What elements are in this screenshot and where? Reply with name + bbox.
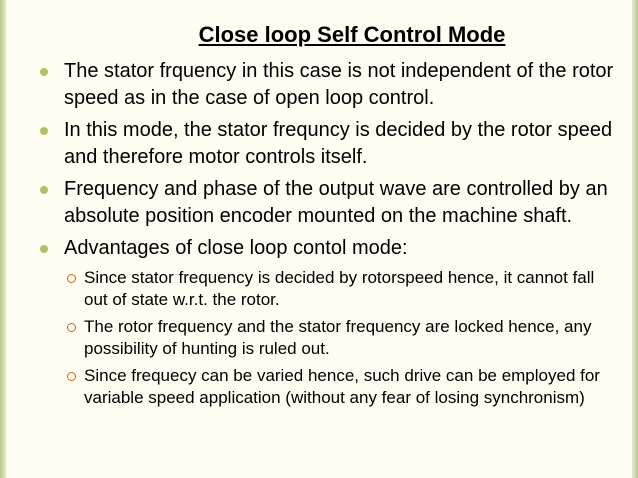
hollow-circle-bullet-icon (67, 274, 76, 283)
sub-bullet-text: The rotor frequency and the stator frequency are locked hence, any possibility of hunting is ruled out. (84, 317, 592, 358)
bullet-item (38, 58, 618, 112)
slide-border-right (632, 0, 638, 478)
bullet-text: The stator frquency in this case is not independent of the rotor speed as in the case of open loop control. (64, 60, 614, 109)
hollow-circle-bullet-icon (67, 323, 76, 332)
bullet-item (38, 176, 618, 230)
sub-bullet-text: Since stator frequency is decided by rotorspeed hence, it cannot fall out of state w.r.t. the rotor. (84, 268, 595, 309)
bullet-dot-icon (40, 245, 48, 253)
bullet-item (38, 235, 618, 262)
bullet-text: Advantages of close loop contol mode: (64, 237, 408, 259)
sub-bullet-text: Since frequecy can be varied hence, such drive can be employed for variable speed application (without any fear of losing synchronism) (84, 366, 600, 407)
sub-bullet-item (38, 267, 618, 311)
bullet-item (38, 117, 618, 171)
bullet-text: In this mode, the stator frequncy is decided by the rotor speed and therefore motor controls itself. (64, 119, 613, 168)
bullet-dot-icon (40, 127, 48, 135)
slide-border-left (0, 0, 6, 478)
slide-content (38, 58, 618, 414)
sub-bullet-item (38, 365, 618, 409)
hollow-circle-bullet-icon (67, 372, 76, 381)
bullet-dot-icon (40, 186, 48, 194)
bullet-dot-icon (40, 68, 48, 76)
slide-title: Close loop Self Control Mode (198, 22, 506, 47)
sub-bullet-item (38, 316, 618, 360)
bullet-text: Frequency and phase of the output wave are controlled by an absolute position encoder mounted on the machine shaft. (64, 178, 608, 227)
